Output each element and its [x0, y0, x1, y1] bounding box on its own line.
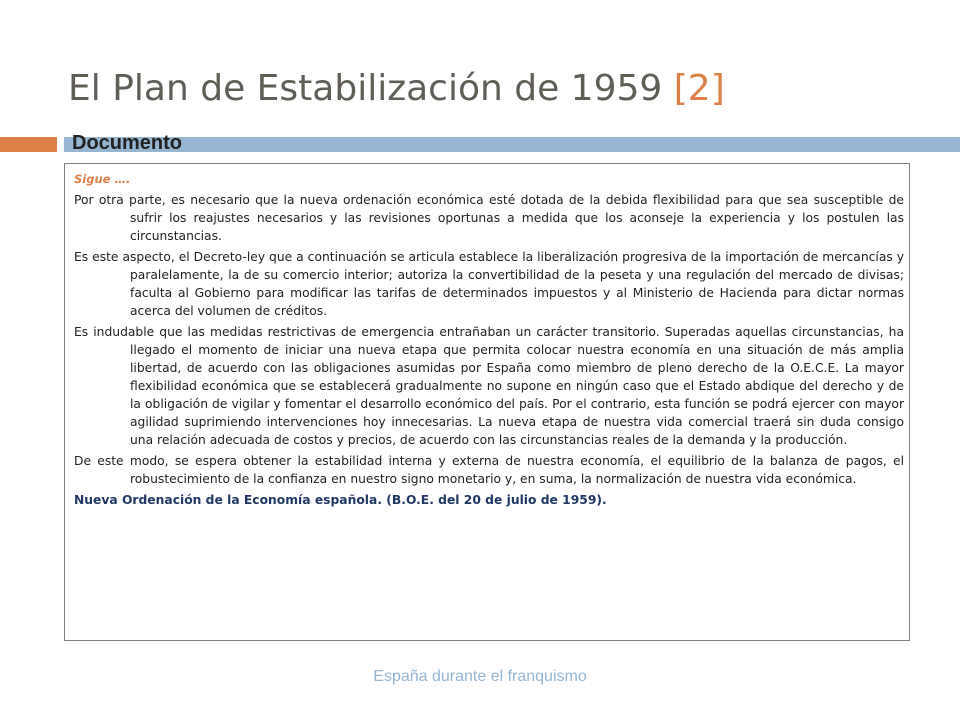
- document-paragraph-2: Es este aspecto, el Decreto-ley que a continuación se articula establece la liberalización progresiva de la importación de mercancías y paralelamente, la de su comercio interior; autoriza la convertibilidad de la peseta y una regulación del mercado de divisas; faculta al Gobierno para modificar las tarifas de determinados impuestos y al Ministerio de Hacienda para dictar normas acerca del volumen de créditos.: [74, 250, 904, 318]
- document-source: Nueva Ordenación de la Economía española. (B.O.E. del 20 de julio de 1959).: [74, 493, 607, 507]
- subtitle-band: [64, 137, 960, 152]
- accent-bar: [0, 137, 57, 152]
- document-intro: Sigue ….: [74, 172, 131, 186]
- document-paragraph-4: De este modo, se espera obtener la estabilidad interna y externa de nuestra economía, el equilibrio de la balanza de pagos, el robustecimiento de la confianza en nuestro signo monetario y, en suma, la normalización de nuestra vida económica.: [74, 454, 904, 486]
- slide-title: [68, 68, 725, 109]
- slide-footer: España durante el franquismo: [373, 668, 587, 685]
- slide-subtitle: Documento: [72, 132, 182, 154]
- document-paragraph-3: Es indudable que las medidas restrictivas de emergencia entrañaban un carácter transitorio. Superadas aquellas circunstancias, ha llegado el momento de iniciar una nueva etapa que permita colocar nuestra economía en una situación de más amplia libertad, de acuerdo con las obligaciones asumidas por España como miembro de pleno derecho de la O.E.C.E. La mayor flexibilidad económica que se establecerá gradualmente no supone en ningún caso que el Estado abdique del derecho y de la obligación de vigilar y fomentar el desarrollo económico del país. Por el contrario, esta función se podrá ejercer con mayor agilidad suprimiendo intervenciones hoy innecesarias. La nueva etapa de nuestra vida comercial traerá sin duda consigo una relación adecuada de costos y precios, de acuerdo con las circunstancias reales de la demanda y la producción.: [74, 325, 904, 447]
- slide-title-text: El Plan de Estabilización de 1959: [68, 68, 663, 109]
- document-box: [64, 163, 910, 641]
- slide-title-suffix: [2]: [673, 68, 725, 109]
- document-paragraph-1: Por otra parte, es necesario que la nueva ordenación económica esté dotada de la debida flexibilidad para que sea susceptible de sufrir los reajustes necesarios y las revisiones oportunas a medida que los aconseje la experiencia y los postulen las circunstancias.: [74, 193, 904, 243]
